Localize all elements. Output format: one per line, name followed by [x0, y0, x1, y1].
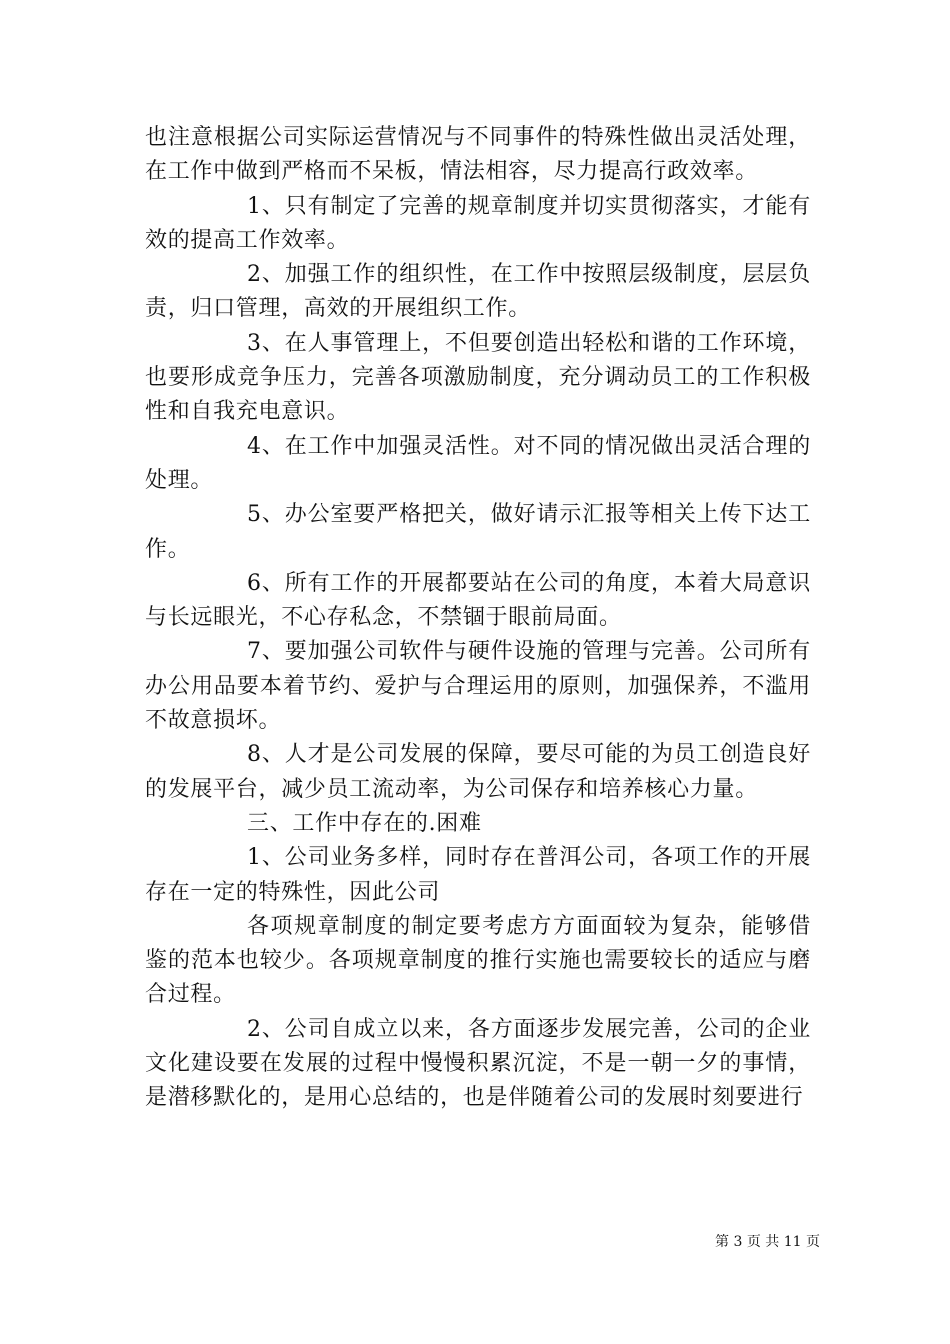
paragraph-difficulty-1: 1、公司业务多样，同时存在普洱公司，各项工作的开展存在一定的特殊性，因此公司	[145, 845, 811, 905]
paragraph-item-2: 2、加强工作的组织性，在工作中按照层级制度，层层负责，归口管理，高效的开展组织工作。	[145, 262, 811, 322]
paragraph-item-3: 3、在人事管理上，不但要创造出轻松和谐的工作环境，也要形成竞争压力，完善各项激励制度，充分调动员工的工作积极性和自我充电意识。	[145, 330, 811, 425]
paragraph-item-1: 1、只有制定了完善的规章制度并切实贯彻落实，才能有效的提高工作效率。	[145, 193, 811, 253]
paragraph-difficulty-2: 2、公司自成立以来，各方面逐步发展完善，公司的企业文化建设要在发展的过程中慢慢积累沉淀，不是一朝一夕的事情，是潜移默化的，是用心总结的，也是伴随着公司的发展时刻要进行	[145, 1016, 811, 1111]
page-number: 第 3 页 共 11 页	[715, 1234, 820, 1250]
paragraph-item-6: 6、所有工作的开展都要站在公司的角度，本着大局意识与长远眼光，不心存私念，不禁锢于眼前局面。	[145, 570, 811, 631]
paragraph-item-5: 5、办公室要严格把关，做好请示汇报等相关上传下达工作。	[145, 502, 811, 562]
paragraph-item-4: 4、在工作中加强灵活性。对不同的情况做出灵活合理的处理。	[145, 433, 811, 493]
paragraph-item-7: 7、要加强公司软件与硬件设施的管理与完善。公司所有办公用品要本着节约、爱护与合理运用的原则，加强保养，不滥用不故意损坏。	[145, 639, 811, 734]
paragraph-continuation: 也注意根据公司实际运营情况与不同事件的特殊性做出灵活处理，在工作中做到严格而不呆板，情法相容，尽力提高行政效率。	[145, 125, 811, 185]
paragraph-item-8: 8、人才是公司发展的保障，要尽可能的为员工创造良好的发展平台，减少员工流动率，为公司保存和培养核心力量。	[145, 742, 811, 802]
section-heading: 三、工作中存在的.困难	[247, 810, 482, 836]
paragraph-difficulty-1-cont: 各项规章制度的制定要考虑方方面面较为复杂，能够借鉴的范本也较少。各项规章制度的推行实施也需要较长的适应与磨合过程。	[145, 913, 811, 1008]
document-body	[145, 121, 811, 1116]
